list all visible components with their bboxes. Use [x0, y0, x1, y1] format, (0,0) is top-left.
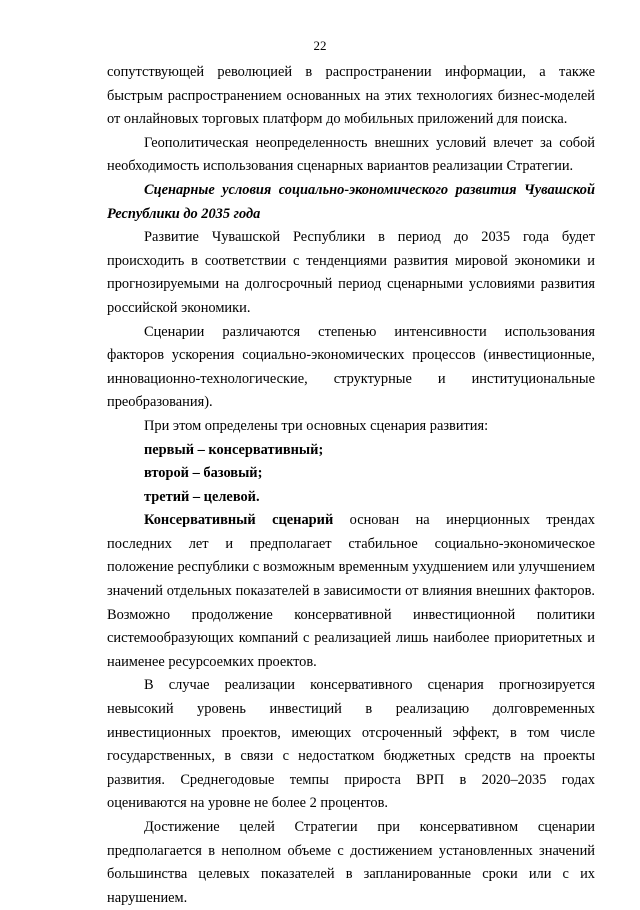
paragraph-development: Развитие Чувашской Республики в период до 2035 года будет происходить в соответствии с тенденциями развития мировой экономики и прогнозируемыми на долгосрочный период сценарными условиями развития российской экономики.	[107, 229, 595, 316]
paragraph-scenarios-differ: Сценарии различаются степенью интенсивности использования факторов ускорения социально-экономических процессов (инвестиционные, инновационно-технологические, структурные и институциональные преобразования).	[107, 323, 595, 411]
scenario-base: второй – базовый;	[144, 465, 263, 482]
scenario-conservative: первый – консервативный;	[144, 441, 324, 458]
paragraph-investment-forecast: В случае реализации консервативного сценария прогнозируется невысокий уровень инвестиций в реализацию долговременных инвестиционных проектов, имеющих отсроченный эффект, в том числе государственных, в связи с недостатком бюджетных средств на проекты развития. Среднегодовые темпы прироста ВРП в 2020–2035 годах оцениваются на уровне не более 2 процентов.	[107, 677, 595, 812]
page-number: 22	[313, 38, 327, 53]
paragraph-conservative-scenario	[107, 509, 595, 674]
section-heading: Сценарные условия социально-экономического развития Чувашской Республики до 2035 года	[107, 181, 595, 222]
paragraph-three-scenarios: При этом определены три основных сценария развития:	[144, 417, 489, 434]
paragraph-geopolitical: Геополитическая неопределенность внешних условий влечет за собой необходимость использования сценарных вариантов реализации Стратегии.	[107, 134, 595, 175]
conservative-scenario-text: основан на инерционных трендах последних лет и предполагает стабильное социально-экономическое положение республики с возможным временным ухудшением или улучшением значений отдельных показателей в зависимости от влияния внешних факторов. Возможно продолжение консервативной инвестиционной политики системообразующих компаний с реализацией лишь наиболее приоритетных и наименее ресурсоемких проектов.	[107, 512, 595, 670]
scenario-target: третий – целевой.	[144, 488, 260, 505]
paragraph-goals-achievement: Достижение целей Стратегии при консервативном сценарии предполагается в неполном объеме с достижением установленных значений большинства целевых показателей в запланированные сроки или с их нарушением.	[107, 819, 595, 906]
paragraph-revolution: сопутствующей революцией в распространении информации, а также быстрым распространением основанных на этих технологиях бизнес-моделей от онлайновых торговых платформ до мобильных приложений для поиска.	[107, 64, 595, 128]
conservative-scenario-term: Консервативный сценарий	[144, 512, 334, 529]
document-body	[107, 61, 595, 910]
